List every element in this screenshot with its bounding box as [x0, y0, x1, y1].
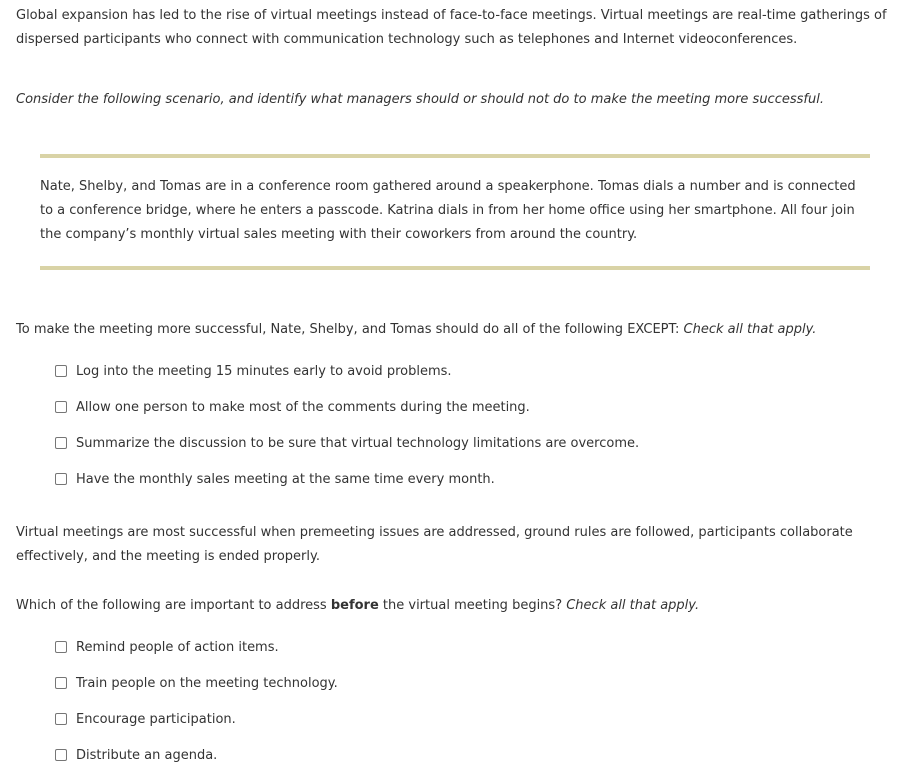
q1-option-1-label: Log into the meeting 15 minutes early to avoid problems. — [76, 363, 452, 379]
q2-option-2-checkbox[interactable] — [55, 677, 67, 689]
q1-option-3-label: Summarize the discussion to be sure that virtual technology limitations are overcome. — [76, 435, 640, 451]
q1-option-2-checkbox[interactable] — [55, 401, 67, 413]
question-2-bold: before — [330, 598, 379, 613]
q2-option-2-label: Train people on the meeting technology. — [76, 675, 338, 691]
question-1-text: To make the meeting more successful, Nate, Shelby, and Tomas should do all of the following EXCEPT: — [16, 322, 684, 337]
scenario-text: Nate, Shelby, and Tomas are in a conference room gathered around a speakerphone. Tomas dials a number and is connected to a conference bridge, where he enters a passcode. Katrina dials in from her home office using her smartphone. All four join the company’s monthly virtual sales meeting with their coworkers from around the country. — [40, 179, 856, 242]
q1-option-3[interactable] — [55, 434, 639, 452]
q2-option-3-label: Encourage participation. — [76, 711, 236, 727]
q2-option-3-checkbox[interactable] — [55, 713, 67, 725]
q1-option-4-label: Have the monthly sales meeting at the same time every month. — [76, 471, 495, 487]
q2-option-4-checkbox[interactable] — [55, 749, 67, 761]
question-2-instruction: Check all that apply. — [566, 598, 700, 613]
q2-option-4-label: Distribute an agenda. — [76, 747, 218, 763]
question-2-prompt — [16, 594, 913, 618]
question-2-text-after: the virtual meeting begins? — [378, 598, 567, 613]
q2-option-2[interactable] — [55, 674, 338, 692]
q2-option-1[interactable] — [55, 638, 279, 656]
q2-option-3[interactable] — [55, 710, 236, 728]
scenario-top-divider — [40, 154, 870, 158]
question-1-prompt — [16, 318, 913, 342]
q2-option-1-checkbox[interactable] — [55, 641, 67, 653]
q1-option-3-checkbox[interactable] — [55, 437, 67, 449]
scenario-bottom-divider — [40, 266, 870, 270]
q1-option-4[interactable] — [55, 470, 495, 488]
question-2-text-before: Which of the following are important to address — [16, 598, 331, 613]
q1-option-2[interactable] — [55, 398, 530, 416]
question-1-instruction: Check all that apply. — [683, 322, 817, 337]
q1-option-4-checkbox[interactable] — [55, 473, 67, 485]
scenario-prompt — [16, 88, 913, 112]
scenario-prompt-text: Consider the following scenario, and identify what managers should or should not do to make the meeting more successful. — [16, 92, 824, 107]
q1-option-1-checkbox[interactable] — [55, 365, 67, 377]
info-paragraph: Virtual meetings are most successful when premeeting issues are addressed, ground rules are followed, participants collaborate effectively, and the meeting is ended properly. — [16, 525, 853, 564]
intro-paragraph: Global expansion has led to the rise of virtual meetings instead of face-to-face meetings. Virtual meetings are real-time gatherings of dispersed participants who connect with communication technology such as telephones and Internet videoconferences. — [16, 8, 887, 47]
q2-option-1-label: Remind people of action items. — [76, 639, 279, 655]
q1-option-1[interactable] — [55, 362, 452, 380]
q2-option-4[interactable] — [55, 746, 217, 764]
q1-option-2-label: Allow one person to make most of the comments during the meeting. — [76, 399, 530, 415]
